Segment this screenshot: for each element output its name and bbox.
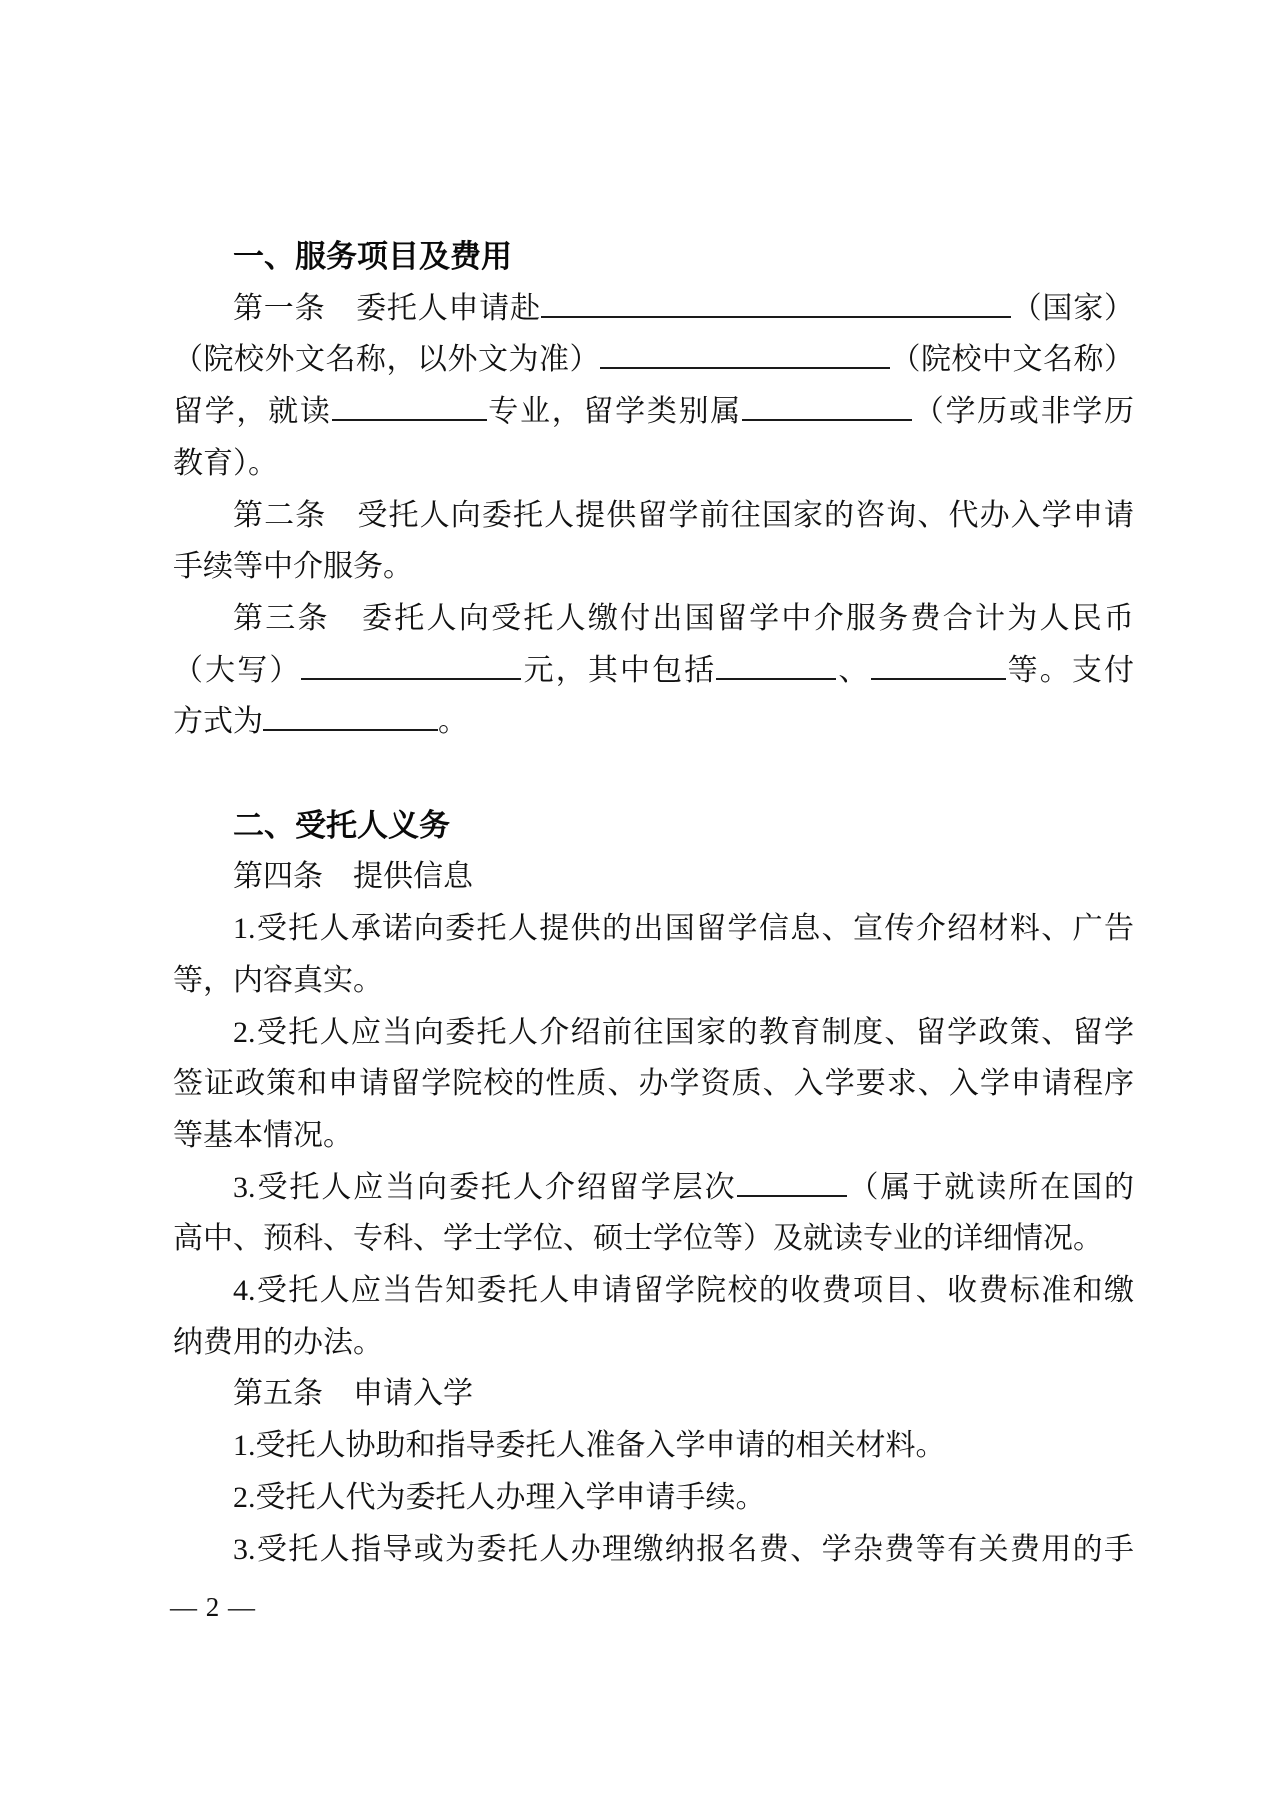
text-line bbox=[173, 1007, 1134, 1059]
text-run: 2.受托人代为委托人办理入学申请手续。 bbox=[233, 1480, 766, 1514]
text-run: 3.受托人指导或为委托人办理缴纳报名费、学杂费等有关费用的手 bbox=[233, 1532, 1134, 1566]
fill-in-blank-line bbox=[737, 1167, 847, 1197]
text-line bbox=[173, 955, 1134, 1007]
text-run: （学历或非学历 bbox=[912, 395, 1135, 429]
text-line bbox=[173, 1213, 1134, 1265]
text-line bbox=[173, 438, 1134, 490]
text-line bbox=[173, 1265, 1134, 1317]
fill-in-blank-line bbox=[716, 650, 836, 680]
text-run: 方式为 bbox=[173, 705, 263, 739]
text-line bbox=[173, 1472, 1134, 1524]
text-run: （大写） bbox=[173, 653, 302, 687]
text-run: 。 bbox=[438, 705, 468, 739]
fill-in-blank-line bbox=[332, 391, 487, 421]
text-line bbox=[173, 593, 1134, 645]
section-2-heading: 二、受托人义务 bbox=[233, 807, 450, 843]
text-run: 1.受托人协助和指导委托人准备入学申请的相关材料。 bbox=[233, 1429, 946, 1463]
section-1-heading: 一、服务项目及费用 bbox=[233, 239, 512, 274]
text-run: 高中、预科、专科、学士学位、硕士学位等）及就读专业的详细情况。 bbox=[173, 1222, 1103, 1256]
text-run: 第四条 提供信息 bbox=[233, 860, 473, 894]
fill-in-blank-line bbox=[871, 650, 1006, 680]
text-line bbox=[173, 1420, 1134, 1472]
text-run: （院校外文名称，以外文为准） bbox=[173, 343, 600, 377]
fill-in-blank-line bbox=[742, 391, 912, 421]
page-number: — 2 — bbox=[170, 1592, 256, 1622]
document-body bbox=[173, 231, 1134, 1575]
text-line bbox=[173, 1110, 1134, 1162]
text-run: 手续等中介服务。 bbox=[173, 550, 413, 584]
text-line bbox=[173, 1368, 1134, 1420]
fill-in-blank-line bbox=[541, 288, 1011, 318]
text-line bbox=[173, 490, 1134, 542]
fill-in-blank-line bbox=[301, 650, 521, 680]
text-run: 第二条 受托人向委托人提供留学前往国家的咨询、代办入学申请 bbox=[233, 498, 1134, 532]
text-line bbox=[173, 1524, 1134, 1576]
text-run: 纳费用的办法。 bbox=[173, 1325, 383, 1359]
text-line bbox=[173, 1162, 1134, 1214]
text-line bbox=[173, 851, 1134, 903]
text-run: 等基本情况。 bbox=[173, 1118, 353, 1152]
text-run: 签证政策和申请留学院校的性质、办学资质、入学要求、入学申请程序 bbox=[173, 1067, 1134, 1101]
text-line bbox=[173, 283, 1134, 335]
text-run: 、 bbox=[836, 653, 871, 687]
blank-line-spacer bbox=[173, 748, 1134, 800]
text-run: 2.受托人应当向委托人介绍前往国家的教育制度、留学政策、留学 bbox=[233, 1015, 1134, 1049]
text-line bbox=[173, 1317, 1134, 1369]
fill-in-blank-line bbox=[263, 701, 438, 731]
fill-in-blank-line bbox=[600, 339, 890, 369]
text-line bbox=[173, 903, 1134, 955]
text-line bbox=[173, 1058, 1134, 1110]
text-run: （国家） bbox=[1010, 291, 1135, 325]
text-line bbox=[173, 645, 1134, 697]
text-line bbox=[173, 541, 1134, 593]
text-run: 元，其中包括 bbox=[521, 653, 717, 687]
text-run: 1.受托人承诺向委托人提供的出国留学信息、宣传介绍材料、广告 bbox=[233, 912, 1134, 946]
text-run: 第五条 申请入学 bbox=[233, 1377, 473, 1411]
text-run: 第一条 委托人申请赴 bbox=[233, 291, 541, 325]
text-run: （院校中文名称） bbox=[890, 343, 1134, 377]
text-run: 第三条 委托人向受托人缴付出国留学中介服务费合计为人民币 bbox=[233, 601, 1134, 635]
text-run: 留学，就读 bbox=[173, 395, 332, 429]
text-run: 专业，留学类别属 bbox=[486, 395, 743, 429]
text-line bbox=[173, 334, 1134, 386]
text-run: 等。支付 bbox=[1005, 653, 1135, 687]
text-run: 3.受托人应当向委托人介绍留学层次 bbox=[233, 1170, 737, 1204]
text-run: 等，内容真实。 bbox=[173, 963, 383, 997]
text-run: 4.受托人应当告知委托人申请留学院校的收费项目、收费标准和缴 bbox=[233, 1274, 1134, 1308]
text-run: 教育）。 bbox=[173, 446, 278, 480]
text-run: （属于就读所在国的 bbox=[846, 1170, 1135, 1204]
text-line bbox=[173, 386, 1134, 438]
text-line bbox=[173, 696, 1134, 748]
